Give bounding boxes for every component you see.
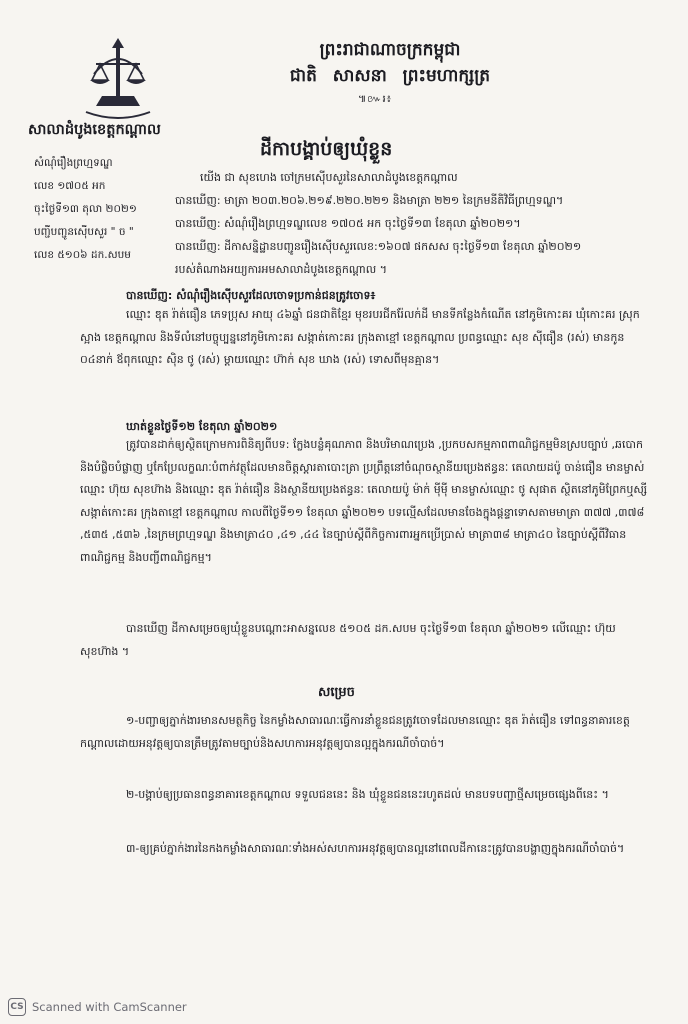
order-item-3: ៣-ឲ្យគ្រប់ភ្នាក់ងារនៃកងកម្លាំងសាធារណៈទាំងអស់សហការអនុវត្តឲ្យបានល្អនៅពេលដីកានេះត្រូវបានបង្ហាញក្នុងករណីចាំបាច់។	[126, 842, 625, 855]
page-title: ដីកាបង្គាប់ឲ្យឃុំខ្លួន	[260, 138, 393, 160]
detention-order-reference: បានឃើញ ដីកាសម្រេចឲ្យឃុំខ្លួនបណ្ដោះអាសន្នលេខ ៥១០៥ ដក.សបម ចុះថ្ងៃទី១៣ ខែតុលា ឆ្នាំ២០២១ លើឈ្មោះ ហ៊ុយ សុខហ៊ាង ។	[80, 622, 616, 658]
case-number: លេខ ១៧០៥ អក	[34, 180, 106, 192]
custody-date: ឃាត់ខ្លួនថ្ងៃទី១២ ខែតុលា ឆ្នាំ២០២១	[126, 420, 278, 433]
case-type: សំណុំរឿងព្រហ្មទណ្ឌ	[34, 157, 113, 169]
legal-basis-4: បានឃើញ: សំណុំរឿងស៊ើបសួរដែលចោទប្រកាន់ជនត្រូវចោទ៖	[126, 289, 376, 302]
scanner-watermark-text: Scanned with CamScanner	[32, 1000, 187, 1014]
case-date: ចុះថ្ងៃទី១៣ តុលា ២០២១	[34, 203, 137, 215]
decision-heading: សម្រេច	[318, 685, 355, 700]
judge-statement: យើង ជា សុខហេង ចៅក្រមស៊ើបសួរនៃសាលាដំបូងខេត្តកណ្ដាល	[200, 171, 458, 184]
order-item-1: ១-បញ្ជាឲ្យភ្នាក់ងារមានសមត្ថកិច្ច នៃកម្លាំងសាធារណៈធ្វើការនាំខ្លួនជនត្រូវចោទដែលមានឈ្មោះ ឌុត រ៉ាត់ធឿន ទៅពន្ធនាគារខេត្តកណ្ដាលដោយអនុវត្តឲ្យបានត្រឹមត្រូវតាមច្បាប់និងសហការអនុវត្តឲ្យបានល្អក្នុងករណីចាំបាច់។	[80, 714, 630, 750]
national-motto: ជាតិ សាសនា ព្រះមហាក្សត្រ	[289, 66, 491, 86]
referral-list: បញ្ជីបញ្ជូនស៊ើបសួរ " ច "	[34, 226, 134, 238]
accused-details: ឈ្មោះ ឌុត រ៉ាត់ធឿន ភេទប្រុស អាយុ ៤៦ឆ្នាំ ជនជាតិខ្មែរ មុខរបរជីករ៉ែលក់ដី មានទីកន្លែងកំណើត នៅភូមិកោះគរ ឃុំកោះគរ ស្រុកស្អាង ខេត្តកណ្ដាល និងទីលំនៅបច្ចុប្បន្ននៅភូមិកោះគរ សង្កាត់កោះគរ ក្រុងតាខ្មៅ ខេត្តកណ្ដាល ប្រពន្ធឈ្មោះ សុខ ស៊ីធឿន (រស់) មានកូន ០៤នាក់ ឪពុកឈ្មោះ ស៊ិន ថូ (រស់) ម្ដាយឈ្មោះ ហ៊ាក់ សុខ ឃាង (រស់) ទោសពីមុនគ្មាន។	[80, 308, 640, 366]
referral-number: លេខ ៥១០៦ ដក.សបម	[34, 249, 131, 261]
order-item-2: ២-បង្គាប់ឲ្យប្រធានពន្ធនាគារខេត្តកណ្ដាល ទទួលជននេះ និង ឃុំខ្លួនជននេះរហូតដល់ មានបទបញ្ជាថ្មីសម្រេចផ្សេងពីនេះ ។	[126, 788, 609, 801]
scanner-watermark	[8, 998, 187, 1016]
legal-basis-1: បានឃើញ: មាត្រា ២០៣.២០៦.២១៩.២២០.២២១ និងមាត្រា ២២១ នៃក្រមនីតិវិធីព្រហ្មទណ្ឌ។	[175, 194, 564, 207]
kingdom-heading: ព្រះរាជាណាចក្រកម្ពុជា	[319, 40, 461, 60]
court-name: សាលាដំបូងខេត្តកណ្ដាល	[28, 122, 161, 138]
ornament-divider: ៕៚៛៖	[357, 94, 393, 105]
legal-basis-2: បានឃើញ: សំណុំរឿងព្រហ្មទណ្ឌលេខ ១៧០៥ អក ចុះថ្ងៃទី១៣ ខែតុលា ឆ្នាំ២០២១។	[175, 217, 521, 230]
case-reference	[34, 152, 174, 267]
legal-basis-3: បានឃើញ: ដីកាសន្និដ្ឋានបញ្ជូនរឿងស៊ើបសួរលេខ:១៦០៧ ផកសស ចុះថ្ងៃទី១៣ ខែតុលា ឆ្នាំ២០២១	[175, 240, 582, 253]
legal-basis-3-cont: របស់តំណាងអយ្យការអមសាលាដំបូងខេត្តកណ្ដាល ។	[175, 263, 387, 276]
camscanner-logo-icon: CS	[8, 998, 26, 1016]
court-emblem-icon	[80, 34, 156, 120]
charge-details: ត្រូវបានដាក់ឲ្យស្ថិតក្រោមការពិនិត្យពីបទ: ក្លែងបន្លំគុណភាព និងបរិមាណប្រេង ,ប្រកបសកម្មភាពពាណិជ្ជកម្មមិនស្របច្បាប់ ,ឆបោក និងបំផ្លិចបំផ្លាញ ឬកែប្រែលក្ខណៈបំពាក់វត្ថុដែលមានចិត្តស្ដារតាបោះត្រា ប្រព្រឹត្តនៅចំណុចស្ថានីយប្រេងឥន្ធនៈ តេលាយដប៉ូ ចាន់ធឿន មានម្ចាស់ឈ្មោះ ហ៊ុយ សុខហ៊ាង និងឈ្មោះ ឌុត រ៉ាត់ធឿន និងស្ថានីយប្រេងឥន្ធនៈ តេលាយប៉ូ ម៉ាក់ ម៉ីមុី មានម្ចាស់ឈ្មោះ ថូ សុផាត ស្ថិតនៅភូមិព្រែកឬស្សី សង្កាត់កោះគរ ក្រុងតាខ្មៅ ខេត្តកណ្ដាល កាលពីថ្ងៃទី១១ ខែតុលា ឆ្នាំ២០២១ បទល្មើសដែលមានចែងក្នុងផ្ដន្ទាទោសតាមមាត្រា ៣៧៧ ,៣៧៨ ,៥៣៥ ,៥៣៦ ,នៃក្រមព្រហ្មទណ្ឌ និងមាត្រា៤០ ,៤១ ,៤៤ នៃច្បាប់ស្ដីពីកិច្ចការពារអ្នកប្រើប្រាស់ មាត្រា៣៨ មាត្រា៤០ នៃច្បាប់ស្ដីពីវិធានពាណិជ្ជកម្ម និងបញ្ជីពាណិជ្ជកម្ម។	[80, 438, 648, 564]
